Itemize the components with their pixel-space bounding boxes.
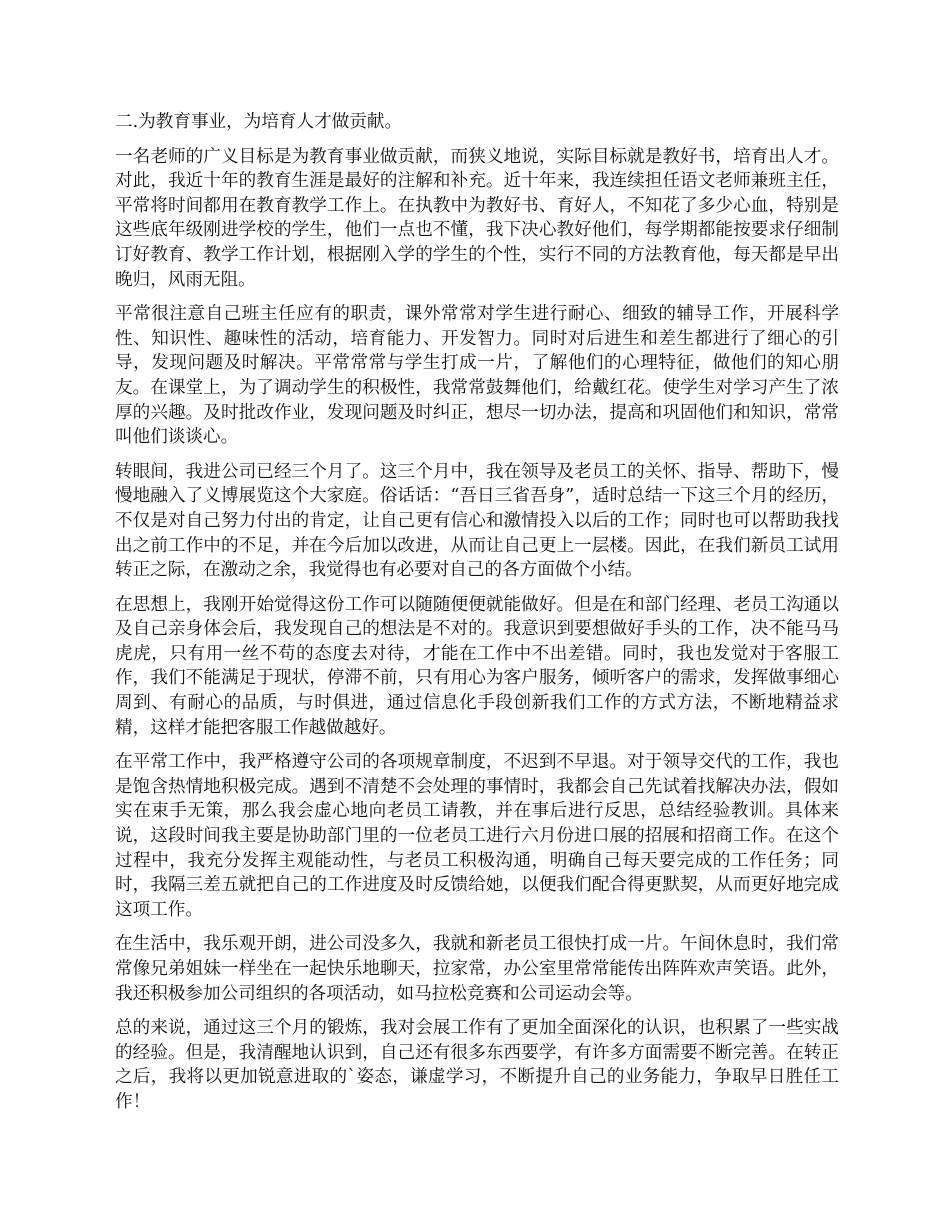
section-heading: 二.为教育事业，为培育人才做贡献。: [115, 112, 403, 132]
document-body: [115, 110, 839, 1125]
paragraph-conclusion: 总的来说，通过这三个月的锻炼，我对会展工作有了更加全面深化的认识，也积累了一些实战的经验。但是，我清醒地认识到，自己还有很多东西要学，有许多方面需要不断完善。在转正之后，我将以更加锐意进取的`姿态，谦虚学习，不断提升自己的业务能力，争取早日胜任工作！: [115, 1018, 839, 1112]
paragraph-thinking: 在思想上，我刚开始觉得这份工作可以随随便便就能做好。但是在和部门经理、老员工沟通以及自己亲身体会后，我发现自己的想法是不对的。我意识到要想做好手头的工作，决不能马马虎虎，只有用一丝不苟的态度去对待，才能在工作中不出差错。同时，我也发觉对于客服工作，我们不能满足于现状，停滞不前，只有用心为客户服务，倾听客户的需求，发挥做事细心周到、有耐心的品质，与时俱进，通过信息化手段创新我们工作的方式方法，不断地精益求精，这样才能把客服工作越做越好。: [115, 594, 839, 738]
paragraph-life: 在生活中，我乐观开朗，进公司没多久，我就和新老员工很快打成一片。午间休息时，我们常常像兄弟姐妹一样坐在一起快乐地聊天，拉家常，办公室里常常能传出阵阵欢声笑语。此外，我还积极参加公司组织的各项活动，如马拉松竞赛和公司运动会等。: [115, 934, 839, 1004]
paragraph-three-months-intro: 转眼间，我进公司已经三个月了。这三个月中，我在领导及老员工的关怀、指导、帮助下，慢慢地融入了义博展览这个大家庭。俗话话：“吾日三省吾身”，适时总结一下这三个月的经历，不仅是对自己努力付出的肯定，让自己更有信心和激情投入以后的工作；同时也可以帮助我找出之前工作中的不足，并在今后加以改进，从而让自己更上一层楼。因此，在我们新员工试用转正之际，在激动之余，我觉得也有必要对自己的各方面做个小结。: [115, 461, 839, 581]
paragraph-class-teacher-duties: 平常很注意自己班主任应有的职责，课外常常对学生进行耐心、细致的辅导工作，开展科学性、知识性、趣味性的活动，培育能力、开发智力。同时对后进生和差生都进行了细心的引导，发现问题及时解决。平常常常与学生打成一片，了解他们的心理特征，做他们的知心朋友。在课堂上，为了调动学生的积极性，我常常鼓舞他们，给戴红花。使学生对学习产生了浓厚的兴趣。及时批改作业，发现问题及时纠正，想尽一切办法，提高和巩固他们和知识，常常叫他们谈谈心。: [115, 304, 839, 448]
paragraph-work: 在平常工作中，我严格遵守公司的各项规章制度，不迟到不早退。对于领导交代的工作，我也是饱含热情地积极完成。遇到不清楚不会处理的事情时，我都会自己先试着找解决办法，假如实在束手无策，那么我会虚心地向老员工请教，并在事后进行反思，总结经验教训。具体来说，这段时间我主要是协助部门里的一位老员工进行六月份进口展的招展和招商工作。在这个过程中，我充分发挥主观能动性，与老员工积极沟通，明确自己每天要完成的工作任务；同时，我隔三差五就把自己的工作进度及时反馈给她，以便我们配合得更默契，从而更好地完成这项工作。: [115, 752, 839, 920]
paragraph-teaching-goals: 一名老师的广义目标是为教育事业做贡献，而狭义地说，实际目标就是教好书，培育出人才。对此，我近十年的教育生涯是最好的注解和补充。近十年来，我连续担任语文老师兼班主任，平常将时间都用在教育教学工作上。在执教中为教好书、育好人，不知花了多少心血，特别是这些底年级刚进学校的学生，他们一点也不懂，我下决心教好他们，每学期都能按要求仔细制订好教育、教学工作计划，根据刚入学的学生的个性，实行不同的方法教育他，每天都是早出晚归，风雨无阻。: [115, 146, 839, 290]
